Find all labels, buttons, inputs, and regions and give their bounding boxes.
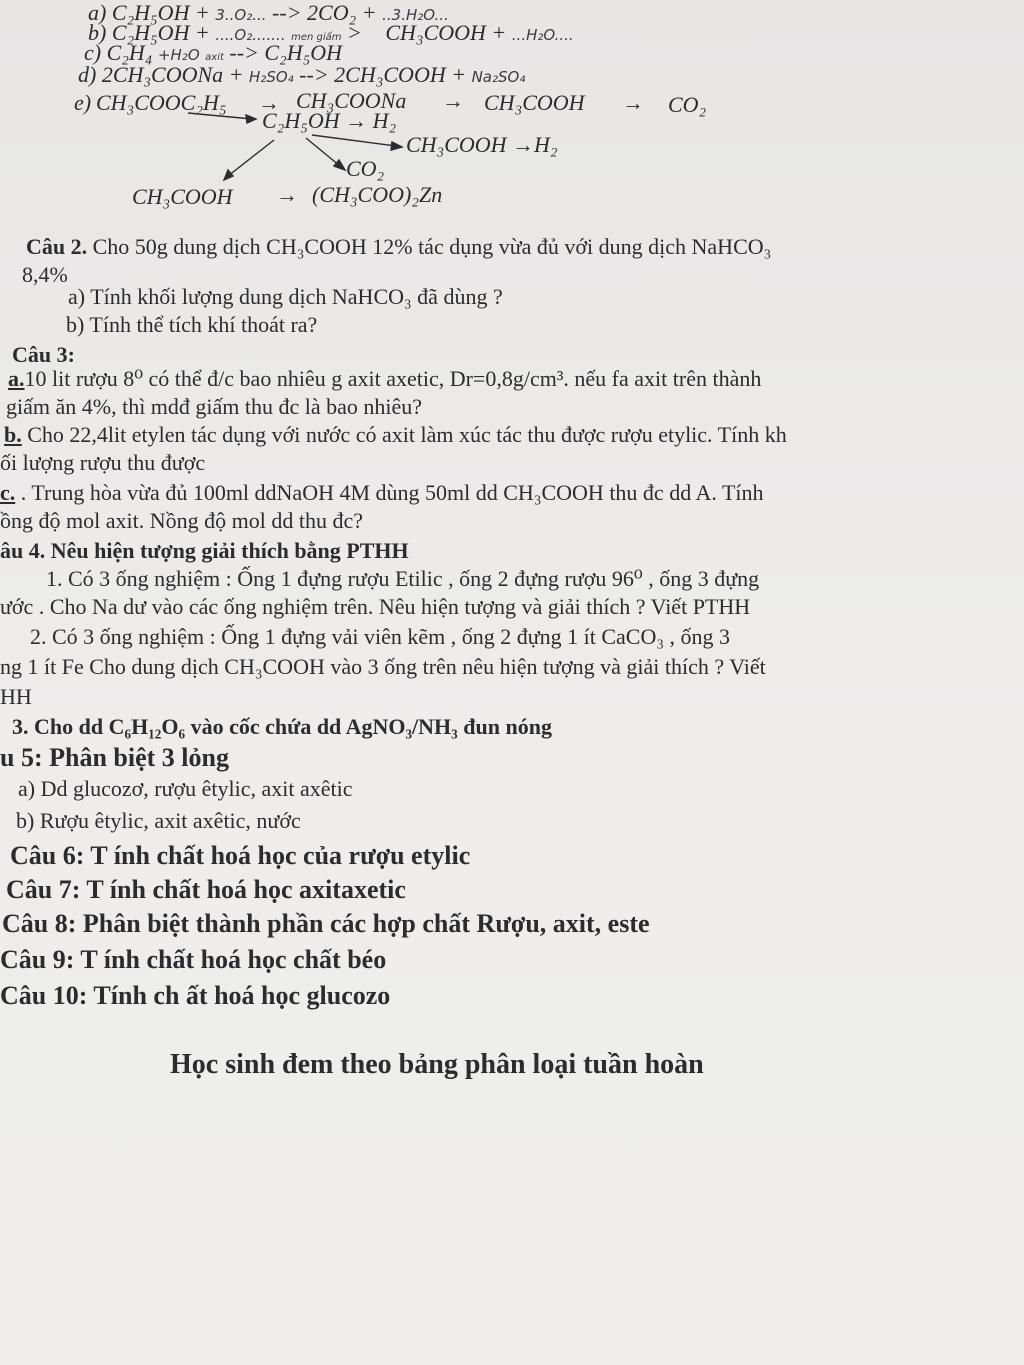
reaction-e-label: e)	[74, 90, 92, 115]
arrow: -->	[299, 62, 329, 87]
question-4-item-2-cont: ng 1 ít Fe Cho dung dịch CH₃COOH vào 3 ống trên nêu hiện tượng và giải thích ? Viết	[0, 654, 766, 679]
question-2a: a) Tính khối lượng dung dịch NaHCO₃ đã dùng ?	[68, 284, 503, 309]
chain-arrow: →	[622, 90, 644, 115]
arrowhead	[334, 160, 345, 170]
question-3c-cont: ồng độ mol axit. Nồng độ mol dd thu đc?	[0, 508, 363, 533]
reaction-label: c)	[84, 40, 102, 65]
question-5b: b) Rượu êtylic, axit axêtic, nước	[16, 808, 301, 833]
question-4-title: âu 4. Nêu hiện tượng giải thích bằng PTHH	[0, 538, 409, 563]
chain-node-acetic-acid-b: CH₃COOH	[132, 184, 233, 209]
arrow-product: --> 2CO₂	[272, 0, 357, 25]
chain-arrow: →	[276, 182, 298, 207]
question-text: Cho 22,4lit etylen tác dụng với nước có axit làm xúc tác thu được rượu etylic. Tính kh	[21, 422, 787, 447]
handwritten-answer: Na₂SO₄	[471, 68, 526, 86]
sub-label: a.	[8, 366, 25, 391]
question-text: 10 lit rượu 8⁰ có thể đ/c bao nhiêu g axit axetic, Dr=0,8g/cm³. nếu fa axit trên thành	[24, 366, 762, 391]
question-4-item-2: 2. Có 3 ống nghiệm : Ống 1 đựng vải viên kẽm , ống 2 đựng 1 ít CaCO₃ , ống 3	[30, 624, 731, 649]
footer-note: Học sinh đem theo bảng phân loại tuần hoàn	[170, 1049, 704, 1080]
question-7: Câu 7: T ính chất hoá học axitaxetic	[6, 875, 406, 904]
chain-node-co2-b: CO₂	[346, 156, 385, 181]
arrowhead	[246, 115, 256, 123]
product: 2CH₃COOH	[334, 62, 446, 87]
handwritten-answer: +H₂O	[157, 46, 200, 64]
reaction-label: b)	[88, 20, 107, 45]
arrow-line	[228, 140, 274, 176]
question-4-item-1-cont: ước . Cho Na dư vào các ống nghiệm trên. Nêu hiện tượng và giải thích ? Viết PTHH	[0, 594, 751, 619]
question-title: Câu 2.	[26, 234, 88, 259]
reaction-condition: men giấm	[291, 32, 342, 43]
chain-arrow: →	[258, 90, 280, 115]
question-2-cont: 8,4%	[22, 262, 68, 287]
question-8: Câu 8: Phân biệt thành phần các hợp chất Rượu, axit, este	[2, 909, 650, 938]
plus-sign: +	[451, 62, 467, 87]
arrowhead	[391, 142, 402, 150]
question-text: Cho 50g dung dịch CH₃COOH 12% tác dụng vừa đủ với dung dịch NaHCO₃	[92, 234, 772, 259]
reactant: 2CH₃COONa	[101, 62, 224, 87]
arrow-line	[188, 113, 252, 119]
handwritten-answer: ..3.H₂O...	[382, 6, 449, 24]
reaction-label: a)	[88, 0, 107, 25]
question-6: Câu 6: T ính chất hoá học của rượu etylic	[10, 841, 471, 870]
chain-node-zinc-acetate: (CH₃COO)₂Zn	[312, 182, 443, 207]
handwritten-answer: H₂SO₄	[249, 68, 294, 86]
chain-node-sodium-acetate: CH₃COONa	[296, 88, 407, 113]
reactant: C₂H₅OH	[111, 20, 190, 45]
question-3a-cont: giấm ăn 4%, thì mdđ giấm thu đc là bao nhiêu?	[6, 394, 423, 419]
sub-label: c.	[0, 480, 16, 505]
question-2b: b) Tính thể tích khí thoát ra?	[66, 312, 318, 337]
plus-sign: +	[361, 0, 377, 25]
question-2	[26, 234, 771, 260]
reactant: C₂H₅OH	[111, 0, 190, 25]
handwritten-answer: ...H₂O....	[511, 26, 574, 44]
question-text: . Trung hòa vừa đủ 100ml ddNaOH 4M dùng 50ml dd CH₃COOH thu đc dd A. Tính	[15, 480, 764, 505]
reaction-label: d)	[78, 62, 97, 87]
question-5-title: u 5: Phân biệt 3 lỏng	[0, 743, 229, 772]
chain-node-acetic-acid-h2: CH₃COOH →H₂	[406, 132, 558, 157]
question-3b	[4, 422, 787, 448]
chain-node-acetic-acid: CH₃COOH	[484, 90, 585, 115]
question-4-item-1: 1. Có 3 ống nghiệm : Ống 1 đựng rượu Etilic , ống 2 đựng rượu 96⁰ , ống 3 đựng	[46, 566, 760, 591]
arrow-line	[306, 138, 340, 166]
reactant: C₂H₄	[106, 40, 153, 65]
handwritten-answer: 3..O₂...	[215, 6, 267, 24]
plus-sign: +	[491, 20, 507, 45]
question-9: Câu 9: T ính chất hoá học chất béo	[0, 945, 387, 974]
arrow-line	[312, 135, 396, 146]
question-3a	[8, 366, 761, 392]
question-10: Câu 10: Tính ch ất hoá học glucozo	[0, 981, 391, 1010]
question-4-item-2-cont2: HH	[0, 684, 32, 709]
plus-sign: +	[228, 62, 244, 87]
chain-node-ester: CH₃COOC₂H₅	[96, 90, 227, 115]
arrow: -->	[229, 40, 259, 65]
chain-arrows	[0, 0, 1024, 260]
chain-node-ethanol: C₂H₅OH → H₂	[262, 108, 397, 133]
plus-sign: +	[194, 20, 210, 45]
chain-arrow: →	[442, 88, 464, 113]
question-3-title: Câu 3:	[12, 342, 75, 367]
question-3b-cont: ối lượng rượu thu được	[0, 450, 206, 475]
question-5a: a) Dd glucozơ, rượu êtylic, axit axêtic	[18, 776, 353, 801]
sub-label: b.	[4, 422, 22, 447]
question-3c	[0, 480, 764, 506]
question-4-item-3	[12, 714, 552, 740]
arrowhead	[224, 170, 233, 180]
handwritten-answer: ....O₂.......	[215, 26, 286, 44]
arrow: >	[347, 20, 362, 45]
reaction-condition: axit	[205, 52, 224, 63]
chain-node-co2: CO₂	[668, 92, 707, 117]
item-number: 3. Cho dd C₆H₁₂O₆ vào cốc chứa dd AgNO₃/NH₃ đun nóng	[12, 714, 552, 739]
plus-sign: +	[194, 0, 210, 25]
product: CH₃COOH	[385, 20, 486, 45]
product: C₂H₅OH	[264, 40, 343, 65]
